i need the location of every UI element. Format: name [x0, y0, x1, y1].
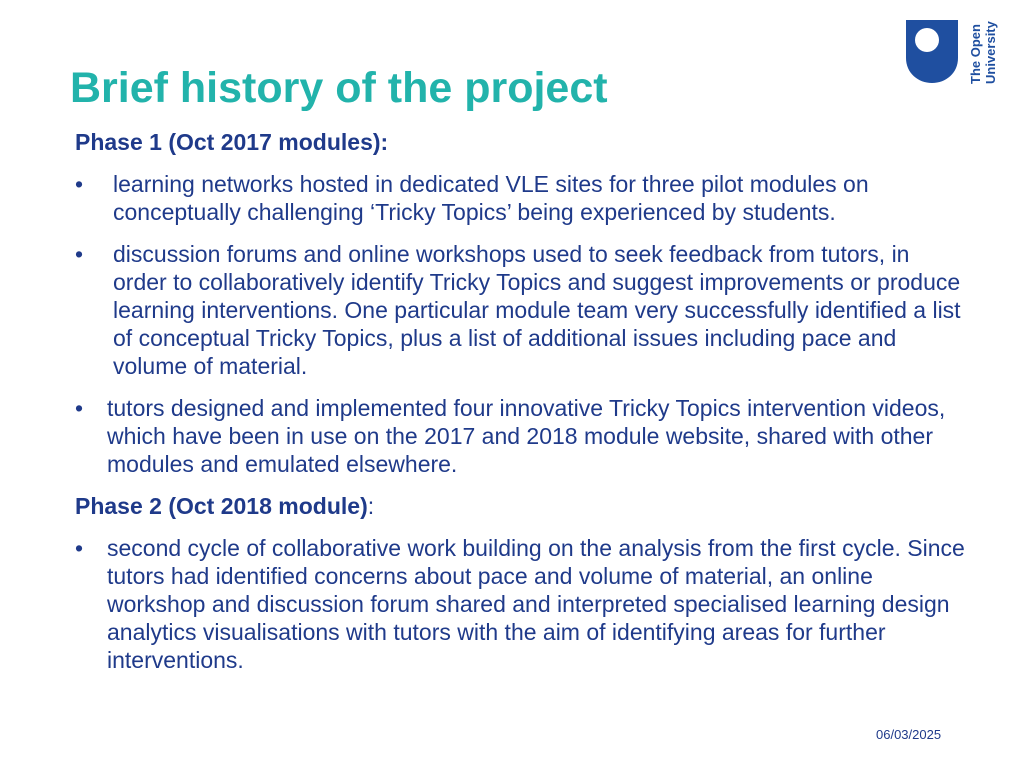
bullet-text: second cycle of collaborative work building on the analysis from the first cycle. Since tutors had identified concerns about pace and volume of material, an online workshop and discussion forum shared and interpreted specialised learning design analytics visualisations with tutors with the aim of identifying areas for further interventions.	[107, 535, 965, 673]
phase-2-bullet-1	[75, 534, 965, 674]
bullet-text: learning networks hosted in dedicated VLE sites for three pilot modules on conceptually challenging ‘Tricky Topics’ being experienced by students.	[113, 171, 869, 225]
bullet-text: tutors designed and implemented four innovative Tricky Topics intervention videos, which have been in use on the 2017 and 2018 module website, shared with other modules and emulated elsewhere.	[107, 395, 946, 477]
bullet-marker: •	[75, 535, 84, 561]
phase-1-bullet-1	[75, 170, 965, 226]
bullet-text: discussion forums and online workshops used to seek feedback from tutors, in order to collaboratively identify Tricky Topics and suggest improvements or produce learning interventions. One particular module team very successfully identified a list of conceptual Tricky Topics, plus a list of additional issues including pace and volume of material.	[113, 241, 961, 379]
open-university-wordmark	[966, 20, 1006, 86]
bullet-marker: •	[75, 171, 84, 197]
phase-2-heading-colon: :	[367, 493, 375, 519]
open-university-logo	[906, 20, 1006, 86]
slide-content	[75, 128, 965, 688]
phase-1-bullet-2	[75, 240, 965, 380]
phase-2-heading	[75, 492, 965, 520]
logo-line-2: University	[983, 21, 998, 84]
phase-1-bullet-3	[75, 394, 965, 478]
phase-2-heading-text: Phase 2 (Oct 2018 module)	[75, 493, 368, 519]
slide-title: Brief history of the project	[70, 64, 608, 112]
phase-1-heading	[75, 128, 965, 156]
bullet-marker: •	[75, 395, 84, 421]
open-university-shield-icon	[906, 20, 958, 83]
phase-1-heading-text: Phase 1 (Oct 2017 modules):	[75, 129, 389, 155]
bullet-marker: •	[75, 241, 84, 267]
slide-date: 06/03/2025	[876, 727, 942, 742]
logo-line-1: The Open	[968, 24, 983, 84]
